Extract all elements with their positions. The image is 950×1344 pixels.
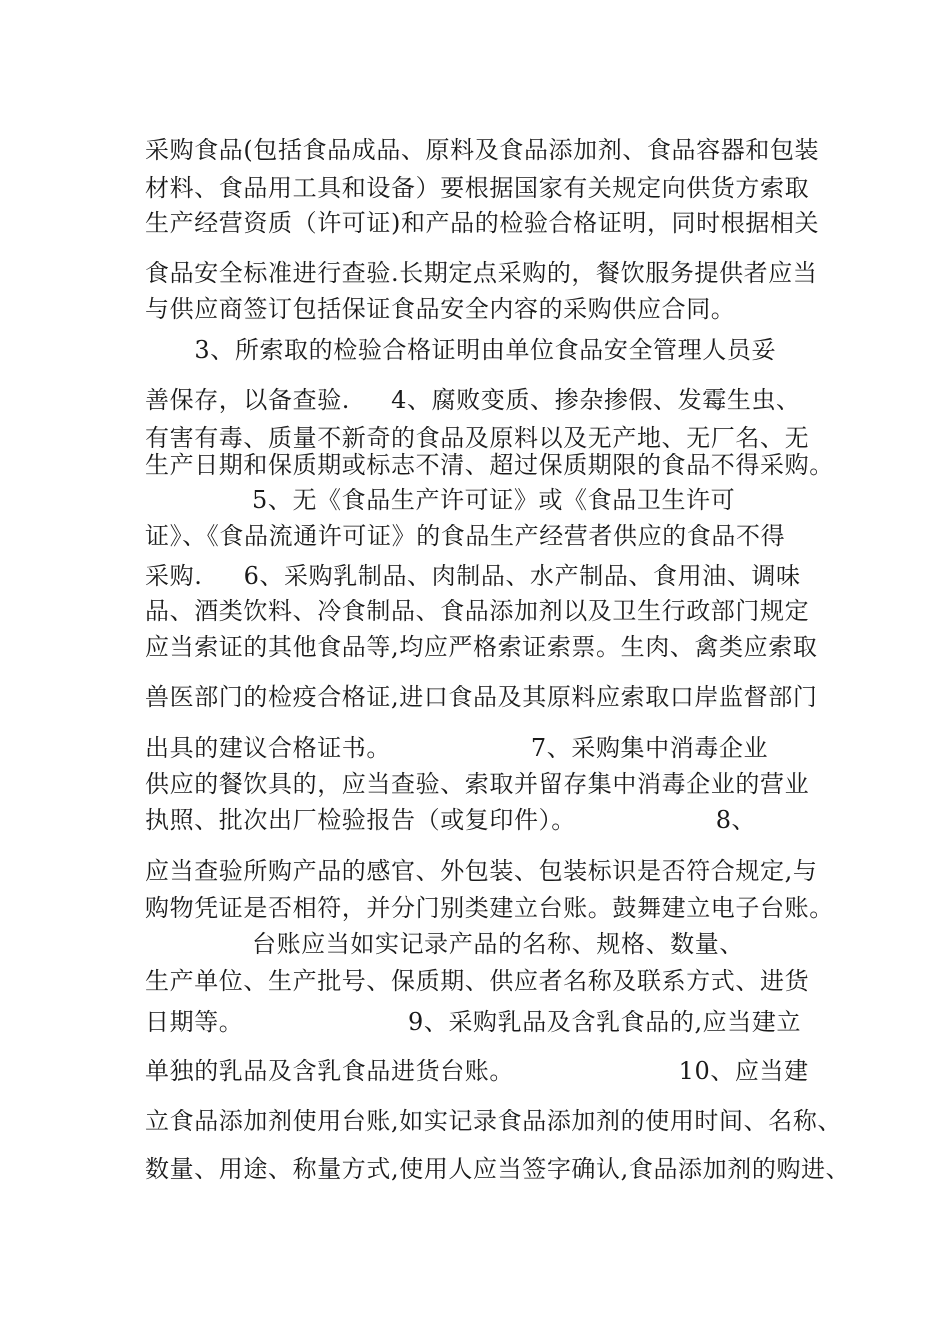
text-line: 应当索证的其他食品等,均应严格索证索票。生肉、禽类应索取 [145, 633, 818, 661]
text-line: 出具的建议合格证书。 7、采购集中消毒企业 [145, 734, 769, 762]
text-line: 采购. 6、采购乳制品、肉制品、水产制品、食用油、调味 [145, 562, 801, 590]
text-line: 兽医部门的检疫合格证,进口食品及其原料应索取口岸监督部门 [145, 683, 818, 711]
text-line: 数量、用途、称量方式,使用人应当签字确认,食品添加剂的购进、 [145, 1155, 851, 1183]
text-line: 采购食品(包括食品成品、原料及食品添加剂、食品容器和包装 [145, 136, 820, 164]
text-line: 有害有毒、质量不新奇的食品及原料以及无产地、无厂名、无 [145, 424, 810, 452]
text-line: 生产日期和保质期或标志不清、超过保质期限的食品不得采购。 [145, 451, 834, 479]
text-line: 生产经营资质（许可证)和产品的检验合格证明，同时根据相关 [145, 209, 820, 237]
text-line: 证》、《食品流通许可证》的食品生产经营者供应的食品不得 [145, 522, 786, 550]
text-line: 供应的餐饮具的，应当查验、索取并留存集中消毒企业的营业 [145, 770, 810, 798]
text-line: 5、无《食品生产许可证》或《食品卫生许可 [145, 486, 736, 514]
text-line: 品、酒类饮料、冷食制品、食品添加剂以及卫生行政部门规定 [145, 597, 810, 625]
text-line: 善保存，以备查验. 4、腐败变质、掺杂掺假、发霉生虫、 [145, 386, 801, 414]
text-line: 生产单位、生产批号、保质期、供应者名称及联系方式、进货 [145, 967, 810, 995]
text-line: 台账应当如实记录产品的名称、规格、数量、 [145, 930, 744, 958]
text-line: 3、所索取的检验合格证明由单位食品安全管理人员妥 [145, 336, 777, 364]
text-line: 购物凭证是否相符，并分门别类建立台账。鼓舞建立电子台账。 [145, 894, 834, 922]
text-line: 执照、批次出厂检验报告（或复印件）。 8、 [145, 806, 757, 834]
text-line: 材料、食品用工具和设备）要根据国家有关规定向供货方索取 [145, 174, 810, 202]
text-line: 日期等。 9、采购乳品及含乳食品的,应当建立 [145, 1008, 802, 1036]
text-line: 立食品添加剂使用台账,如实记录食品添加剂的使用时间、名称、 [145, 1107, 843, 1135]
text-line: 单独的乳品及含乳食品进货台账。 10、应当建 [145, 1057, 809, 1085]
text-line: 与供应商签订包括保证食品安全内容的采购供应合同。 [145, 295, 736, 323]
text-line: 食品安全标准进行查验.长期定点采购的，餐饮服务提供者应当 [145, 259, 818, 287]
text-line: 应当查验所购产品的感官、外包装、包装标识是否符合规定,与 [145, 857, 818, 885]
